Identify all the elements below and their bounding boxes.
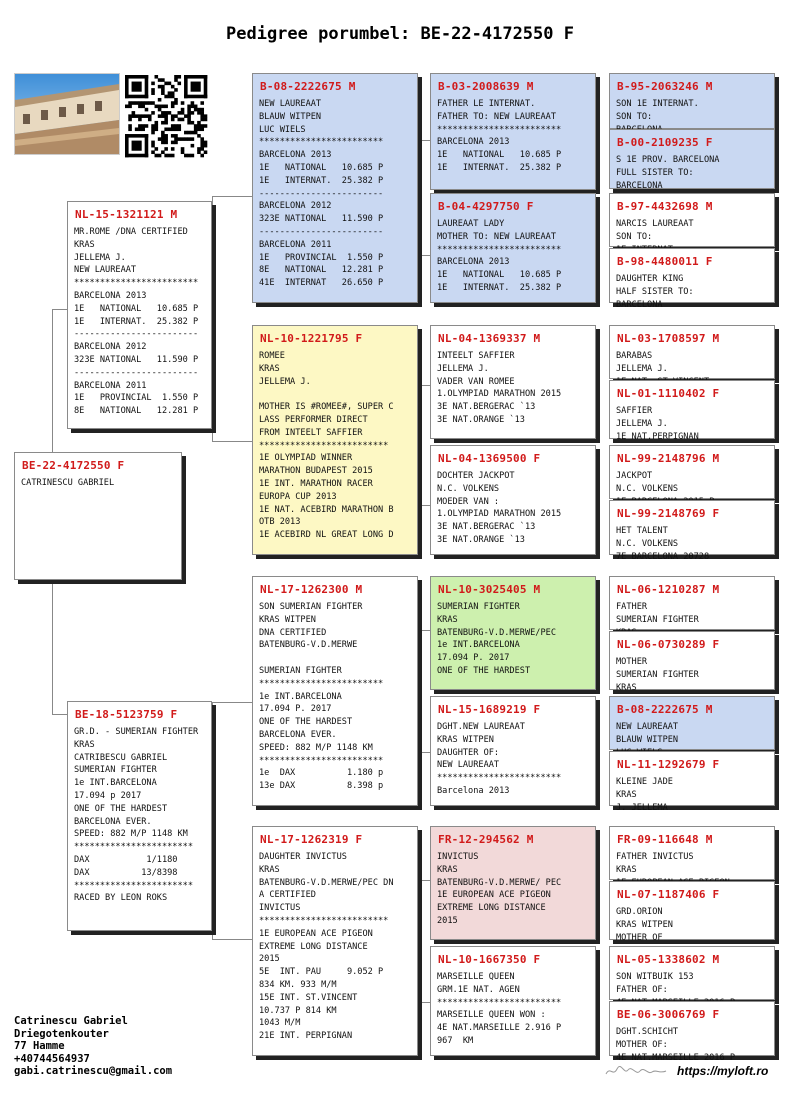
ring-number: FR-12-294562 M <box>438 833 534 846</box>
ring-number: B-00-2109235 F <box>617 136 713 149</box>
pigeon-card-dam[interactable] <box>67 701 212 931</box>
ring-number: NL-10-3025405 M <box>438 583 541 596</box>
pigeon-card-dam-sire[interactable] <box>252 576 418 806</box>
card-text: SON SUMERIAN FIGHTER KRAS WITPEN DNA CERTIFIED BATENBURG-V.D.MERWE SUMERIAN FIGHTER ************************ 1e INT.BARCELONA 17.094 P. 2017 ONE OF THE HARDEST BARCELONA EVER. SPEED: 882 M/P 1148 KM ************************ 1e DAX 1.180 p 13e DAX 8.398 p <box>259 602 384 792</box>
ring-number: NL-06-0730289 F <box>617 638 720 651</box>
pigeon-card-sire-sire[interactable] <box>252 73 418 303</box>
ring-number: NL-01-1110402 F <box>617 387 720 400</box>
pigeon-card-ds-sire[interactable] <box>430 576 596 690</box>
ring-number: B-95-2063246 M <box>617 80 713 93</box>
ring-number: B-98-4480011 F <box>617 255 713 268</box>
signature-logo <box>604 1063 668 1079</box>
ring-number: NL-05-1338602 M <box>617 953 720 966</box>
ring-number: BE-22-4172550 F <box>22 459 125 472</box>
card-text: NEW LAUREAAT BLAUW WITPEN LUC WIELS ************************ BARCELONA 2013 1E NATIONAL 10.685 P 1E INTERNAT. 25.382 P ------------------------ BARCELONA 2012 323E NATIONAL 11.590 P ------------------------ BARCELONA 2011 1E PROVINCIAL 1.550 P 8E NATIONAL 12.281 P 41E INTERNAT 26.650 P <box>259 99 384 289</box>
card-text: DGHT.NEW LAUREAAT KRAS WITPEN DAUGHTER OF: NEW LAUREAAT ************************ Barcelona 2013 <box>437 722 562 796</box>
pigeon-card-gen4-12[interactable] <box>609 751 775 813</box>
pigeon-card-sd-sire[interactable] <box>430 325 596 439</box>
qr-code <box>125 75 207 157</box>
pigeon-card-gen4-4[interactable] <box>609 248 775 310</box>
card-text: MOTHER SUMERIAN FIGHTER KRAS <box>616 657 699 693</box>
card-text: MARSEILLE QUEEN GRM.1E NAT. AGEN ************************ MARSEILLE QUEEN WON : 4E NAT.MARSEILLE 2.916 P 967 KM <box>437 972 562 1046</box>
card-text: FATHER INVICTUS KRAS <box>616 852 694 875</box>
ring-number: BE-06-3006769 F <box>617 1008 720 1021</box>
pigeon-card-gen4-3[interactable] <box>609 193 775 247</box>
ring-number: NL-03-1708597 M <box>617 332 720 345</box>
card-text: SON 1E INTERNAT. SON TO: <box>616 99 699 122</box>
ring-number: NL-17-1262300 M <box>260 583 363 596</box>
card-text: GR.D. - SUMERIAN FIGHTER KRAS CATRIBESCU GABRIEL SUMERIAN FIGHTER 1e INT.BARCELONA 17.094 p 2017 ONE OF THE HARDEST BARCELONA EVER. SPEED: 882 M/P 1148 KM *********************** DAX 1/1180 DAX 13/8398 *********************** RACED BY LEON ROKS <box>74 727 199 904</box>
ring-number: NL-04-1369500 F <box>438 452 541 465</box>
pigeon-card-gen4-16[interactable] <box>609 1001 775 1063</box>
pigeon-card-gen4-8[interactable] <box>609 500 775 562</box>
pigeon-card-gen4-11[interactable] <box>609 696 775 750</box>
pigeon-card-gen4-10[interactable] <box>609 631 775 693</box>
pigeon-card-gen4-14[interactable] <box>609 881 775 943</box>
ring-number: NL-99-2148796 M <box>617 452 720 465</box>
card-text: GRD.ORION KRAS WITPEN MOTHER OF <box>616 907 673 943</box>
ring-number: NL-07-1187406 F <box>617 888 720 901</box>
card-text: NARCIS LAUREAAT SON TO: <box>616 219 694 242</box>
pigeon-card-sire[interactable] <box>67 201 212 429</box>
ring-number: B-04-4297750 F <box>438 200 534 213</box>
ring-number: NL-17-1262319 F <box>260 833 363 846</box>
ring-number: B-08-2222675 M <box>617 703 713 716</box>
card-text: DGHT.SCHICHT MOTHER OF: 4E NAT.MARSEILLE 2016 P <box>616 1027 735 1063</box>
loft-photo <box>14 73 120 155</box>
card-text: FATHER SUMERIAN FIGHTER <box>616 602 699 625</box>
card-text: CATRINESCU GABRIEL <box>21 478 115 488</box>
card-text: KLEINE JADE KRAS J. JELLEMA <box>616 777 673 813</box>
card-text: NEW LAUREAAT BLAUW WITPEN <box>616 722 679 745</box>
pigeon-card-gen4-5[interactable] <box>609 325 775 379</box>
card-text: HET TALENT N.C. VOLKENS 7E BARCELONA 20728 <box>616 526 710 562</box>
ring-number: NL-15-1321121 M <box>75 208 178 221</box>
pigeon-card-gen4-6[interactable] <box>609 380 775 442</box>
pigeon-card-gen4-7[interactable] <box>609 445 775 499</box>
card-text: INVICTUS KRAS BATENBURG-V.D.MERWE/ PEC 1E EUROPEAN ACE PIGEON EXTREME LONG DISTANCE 2015 <box>437 852 562 926</box>
card-text: MR.ROME /DNA CERTIFIED KRAS JELLEMA J. NEW LAUREAAT ************************ BARCELONA 2013 1E NATIONAL 10.685 P 1E INTERNAT. 25.382 P ------------------------ BARCELONA 2012 323E NATIONAL 11.590 P ------------------------ BARCELONA 2011 1E PROVINCIAL 1.550 P 8E NATIONAL 12.281 P <box>74 227 199 417</box>
pigeon-card-gen4-9[interactable] <box>609 576 775 630</box>
card-text: DAUGHTER KING HALF SISTER TO: BARCELONA <box>616 274 694 310</box>
card-text: JACKPOT N.C. VOLKENS <box>616 471 679 494</box>
ring-number: NL-04-1369337 M <box>438 332 541 345</box>
ring-number: NL-06-1210287 M <box>617 583 720 596</box>
ring-number: B-03-2008639 M <box>438 80 534 93</box>
card-text: DAUGHTER INVICTUS KRAS BATENBURG-V.D.MERWE/PEC DN A CERTIFIED INVICTUS ************************* 1E EUROPEAN ACE PIGEON EXTREME LONG DISTANCE 2015 5E INT. PAU 9.052 P 834 KM. 933 M/M 15E INT. ST.VINCENT 10.737 P 814 KM 1043 M/M 21E INT. PERPIGNAN <box>259 852 394 1042</box>
pigeon-card-gen4-15[interactable] <box>609 946 775 1000</box>
pigeon-card-dam-dam[interactable] <box>252 826 418 1056</box>
pigeon-card-dd-dam[interactable] <box>430 946 596 1056</box>
page-title: Pedigree porumbel: BE-22-4172550 F <box>226 24 574 44</box>
breeder-contact: Catrinescu Gabriel Driegotenkouter 77 Hamme +40744564937 gabi.catrinescu@gmail.com <box>14 1015 173 1077</box>
pigeon-card-subject[interactable] <box>14 452 182 580</box>
card-text: BARABAS JELLEMA J. <box>616 351 668 374</box>
card-text: SUMERIAN FIGHTER KRAS BATENBURG-V.D.MERWE/PEC 1e INT.BARCELONA 17.094 P. 2017 ONE OF THE HARDEST <box>437 602 556 676</box>
pigeon-card-dd-sire[interactable] <box>430 826 596 940</box>
pigeon-card-gen4-2[interactable] <box>609 129 775 189</box>
pigeon-card-ds-dam[interactable] <box>430 696 596 806</box>
card-text: LAUREAAT LADY MOTHER TO: NEW LAUREAAT ************************ BARCELONA 2013 1E NATIONAL 10.685 P 1E INTERNAT. 25.382 P <box>437 219 562 293</box>
pigeon-card-ss-sire[interactable] <box>430 73 596 190</box>
pigeon-card-sire-dam[interactable] <box>252 325 418 555</box>
card-text: INTEELT SAFFIER JELLEMA J. VADER VAN ROMEE 1.OLYMPIAD MARATHON 2015 3E NAT.BERGERAC `13 3E NAT.ORANGE `13 <box>437 351 562 425</box>
pigeon-card-gen4-13[interactable] <box>609 826 775 880</box>
pigeon-card-gen4-1[interactable] <box>609 73 775 129</box>
card-text: S 1E PROV. BARCELONA FULL SISTER TO: BARCELONA <box>616 155 720 191</box>
ring-number: B-08-2222675 M <box>260 80 356 93</box>
ring-number: NL-10-1221795 F <box>260 332 363 345</box>
ring-number: NL-11-1292679 F <box>617 758 720 771</box>
ring-number: NL-99-2148769 F <box>617 507 720 520</box>
pigeon-card-sd-dam[interactable] <box>430 445 596 555</box>
ring-number: BE-18-5123759 F <box>75 708 178 721</box>
ring-number: B-97-4432698 M <box>617 200 713 213</box>
ring-number: NL-15-1689219 F <box>438 703 541 716</box>
ring-number: NL-10-1667350 F <box>438 953 541 966</box>
ring-number: FR-09-116648 M <box>617 833 713 846</box>
card-text: SAFFIER JELLEMA J. 1E NAT.PERPIGNAN <box>616 406 699 442</box>
card-text: SON WITBUIK 153 FATHER OF: <box>616 972 694 995</box>
pigeon-card-ss-dam[interactable] <box>430 193 596 303</box>
card-text: ROMEE KRAS JELLEMA J. MOTHER IS #ROMEE#, SUPER C LASS PERFORMER DIRECT FROM INTEELT SAFFIER ************************* 1E OLYMPIAD WINNER MARATHON BUDAPEST 2015 1E INT. MARATHON RACER EUROPA CUP 2013 1E NAT. ACEBIRD MARATHON B OTB 2013 1E ACEBIRD NL GREAT LONG D <box>259 351 394 541</box>
website-link[interactable]: https://myloft.ro <box>677 1064 769 1078</box>
card-text: DOCHTER JACKPOT N.C. VOLKENS MOEDER VAN : 1.OLYMPIAD MARATHON 2015 3E NAT.BERGERAC `13 3E NAT.ORANGE `13 <box>437 471 562 545</box>
card-text: FATHER LE INTERNAT. FATHER TO: NEW LAUREAAT ************************ BARCELONA 2013 1E NATIONAL 10.685 P 1E INTERNAT. 25.382 P <box>437 99 562 173</box>
